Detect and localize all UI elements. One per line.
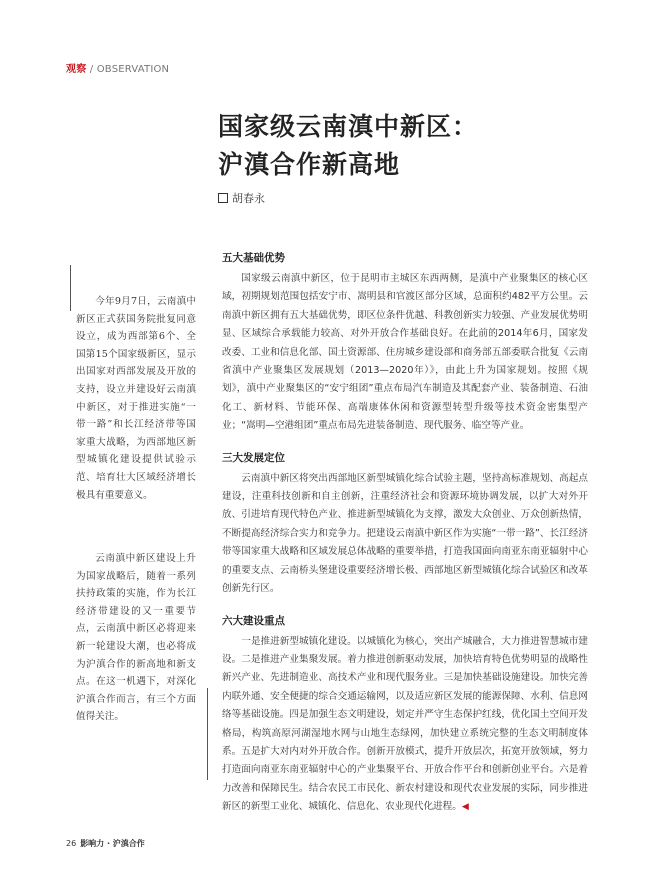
section-tag (66, 60, 169, 75)
section-2-body: 云南滇中新区将突出西部地区新型城镇化综合试验主题，坚持高标准规划、高起点建设，注重科技创新和自主创新，注重经济社会和资源环境协调发展，以扩大对外开放、引进培育现代特色产业、推进新型城镇化为支撑，激发大众创业、万众创新热情，不断提高经济综合实力和竞争力。把建设云南滇中新区作为实施“一带一路”、长江经济带等国家重大战略和区域发展总体战略的重要举措，打造我国面向南亚东南亚辐射中心的重要支点、云南桥头堡建设重要经济增长极、西部地区新型城镇化综合试验区和改革创新先行区。 (222, 472, 588, 595)
square-bullet-icon (218, 193, 228, 203)
section-2-heading: 三大发展定位 (222, 451, 285, 464)
sidebar-bottom-rule (207, 688, 208, 780)
section-3 (222, 613, 588, 817)
author-name: 胡春永 (232, 192, 265, 205)
section-3-body: 一是推进新型城镇化建设。以城镇化为核心，突出产城融合，大力推进智慧城市建设。二是推进产业集聚发展。着力推进创新驱动发展，加快培育特色优势明显的战略性新兴产业、先进制造业、高技术产业和现代服务业。三是加快基础设施建设。加快完善内联外通、安全便捷的综合交通运输网，以及适应新区发展的能源保障、水利、信息网络等基础设施。四是加强生态文明建设，划定并严守生态保护红线，优化国土空间开发格局，构筑高原河湖湿地水网与山地生态绿网，加快建立系统完整的生态文明制度体系。五是扩大对内对外开放合作。创新开放模式，提升开放层次，拓宽开放领域，努力打造面向南亚东南亚辐射中心的产业集聚平台、开放合作平台和创新创业平台。六是着力改善和保障民生。结合农民工市民化、新农村建设和现代农业发展的实际，同步推进新区的新型工业化、城镇化、信息化、农业现代化进程。 (222, 635, 588, 813)
sidebar-paragraph-2: 云南滇中新区建设上升为国家战略后，随着一系列扶持政策的实施，作为长江经济带建设的又一重要节点，云南滇中新区必将迎来新一轮建设大潮，也必将成为沪滇合作的新高地和新支点。在这一机遇下，对深化沪滇合作而言，有三个方面值得关注。 (76, 553, 196, 723)
section-3-body-wrap (222, 633, 588, 817)
article-title (218, 108, 598, 184)
sidebar-top-rule (70, 265, 71, 311)
page-footer (66, 838, 145, 849)
section-1-heading: 五大基础优势 (222, 252, 285, 264)
title-line-1: 国家级云南滇中新区： (218, 112, 479, 141)
publication-name: 影响力 · 沪滇合作 (80, 839, 145, 848)
end-mark-icon: ◀ (461, 802, 469, 813)
section-tag-cn: 观察 (66, 64, 87, 75)
section-3-heading: 六大建设重点 (222, 614, 285, 627)
author-byline (218, 190, 265, 206)
section-1 (222, 250, 588, 436)
page-number: 26 (66, 839, 77, 848)
sidebar-column (70, 265, 194, 780)
sidebar-paragraph-1: 今年9月7日，云南滇中新区正式获国务院批复同意设立，成为西部第6个、全国第15个国家级新区，显示出国家对西部发展及开放的支持，设立并建设好云南滇中新区，对于推进实施“一带一路”和长江经济带等国家重大战略，为西部地区新型城镇化建设提供试验示范、培育壮大区域经济增长极具有重要意义。 (76, 296, 196, 501)
section-1-body: 国家级云南滇中新区，位于昆明市主城区东西两侧，是滇中产业聚集区的核心区域，初期规划范围包括安宁市、嵩明县和官渡区部分区域，总面积约482平方公里。云南滇中新区拥有五大基础优势，即区位条件优越、科教创新实力较强、产业发展优势明显、区域综合承载能力较高、对外开放合作基础良好。在此前的2014年6月，国家发改委、工业和信息化部、国土资源部、住房城乡建设部和商务部五部委联合批复《云南省滇中产业聚集区发展规划（2013—2020年）》，由此上升为国家规划。按照《规划》，滇中产业聚集区的“安宁组团”重点布局汽车制造及其配套产业、装备制造、石油化工、新材料、节能环保、高端康体休闲和资源型转型升级等技术资金密集型产业；“嵩明—空港组团”重点布局先进装备制造、现代服务、临空等产业。 (222, 273, 588, 432)
section-2 (222, 450, 588, 599)
section-tag-en: / OBSERVATION (86, 64, 170, 75)
title-line-2: 沪滇合作新高地 (218, 150, 401, 179)
main-column (222, 250, 588, 831)
